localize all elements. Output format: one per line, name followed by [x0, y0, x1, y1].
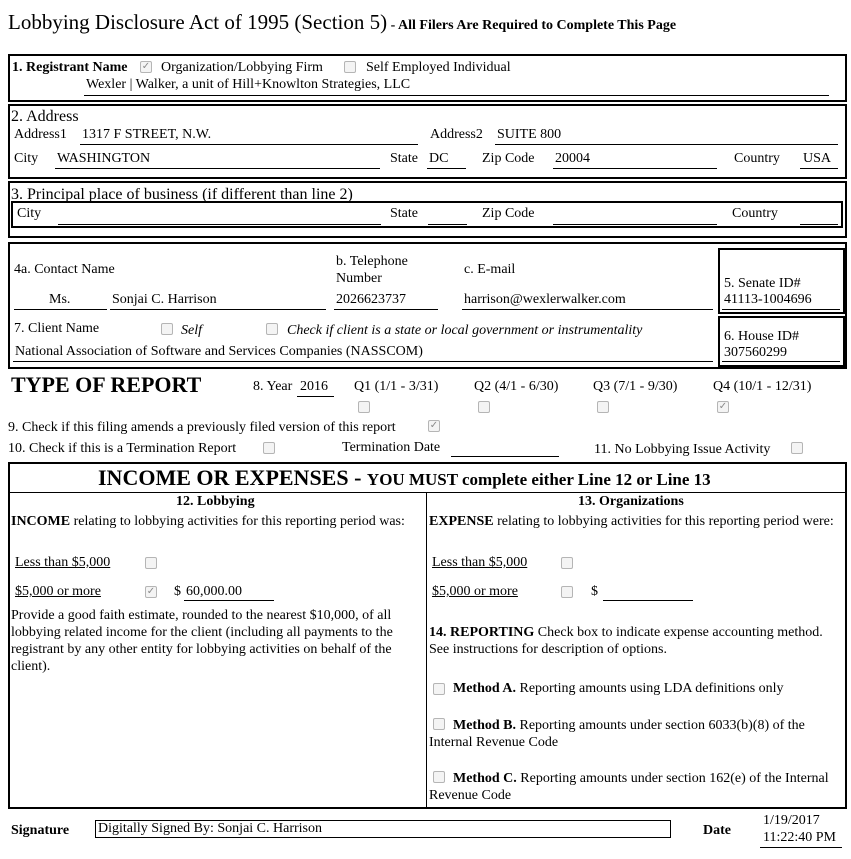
principal-city-label: City [17, 206, 42, 221]
country-label: Country [734, 151, 780, 166]
year-label: 8. Year [253, 379, 293, 394]
type-of-report-heading: TYPE OF REPORT [11, 372, 202, 397]
state-label: State [390, 151, 418, 166]
registrant-name: Wexler | Walker, a unit of Hill+Knowlton Strategies, LLC [86, 77, 411, 92]
zip-line [553, 168, 717, 169]
phone-label-2: Number [336, 271, 382, 286]
address1-value: 1317 F STREET, N.W. [82, 127, 212, 142]
expense-intro [429, 513, 844, 530]
phone-line [334, 309, 438, 310]
q3-label: Q3 (7/1 - 9/30) [593, 379, 678, 394]
senate-id-label: 5. Senate ID# [724, 276, 801, 291]
client-self-checkbox[interactable] [161, 323, 173, 335]
time-value: 11:22:40 PM [763, 830, 836, 845]
contact-name-label: 4a. Contact Name [14, 262, 115, 277]
country-line [800, 168, 838, 169]
method-a-title: Method A. [453, 681, 516, 696]
method-a-checkbox[interactable] [433, 683, 445, 695]
termination-date-label: Termination Date [342, 440, 441, 455]
method-c-text: Reporting amounts under section 162(e) of the Internal Revenue Code [429, 771, 829, 803]
amend-label: 9. Check if this filing amends a previously filed version of this report [8, 420, 396, 435]
org-label: Organization/Lobbying Firm [161, 60, 323, 75]
method-b-text: Reporting amounts under section 6033(b)(8) of the Internal Revenue Code [429, 718, 805, 750]
method-b-title: Method B. [453, 718, 516, 733]
principal-country-label: Country [732, 206, 778, 221]
org-checkbox[interactable]: ✓ [141, 61, 151, 72]
senate-id-line [722, 309, 840, 310]
income-dollar-sign: $ [174, 584, 181, 599]
expense-less-checkbox[interactable] [561, 557, 573, 569]
reporting-desc: Check box to indicate expense accounting method. See instructions for description of options. [429, 625, 823, 657]
date-label: Date [703, 823, 731, 838]
client-state-checkbox[interactable] [266, 323, 278, 335]
no-activity-checkbox[interactable] [791, 442, 803, 454]
q1-label: Q1 (1/1 - 3/31) [354, 379, 439, 394]
page-title [8, 10, 676, 35]
country-value: USA [803, 151, 832, 166]
phone-value: 2026623737 [336, 292, 406, 307]
email-line [462, 309, 713, 310]
self-employed-checkbox[interactable] [344, 61, 356, 73]
city-label: City [14, 151, 39, 166]
form-title: Lobbying Disclosure Act of 1995 (Section 5) [8, 10, 388, 34]
contact-name-line [110, 309, 326, 310]
income-less-label: Less than $5,000 [15, 555, 111, 570]
contact-prefix-line [14, 309, 107, 310]
method-a [453, 681, 784, 697]
expense-dollar-sign: $ [591, 584, 598, 599]
amend-checkbox[interactable]: ✓ [429, 420, 439, 431]
signature-value: Digitally Signed By: Sonjai C. Harrison [98, 821, 322, 836]
income-more-label: $5,000 or more [15, 584, 101, 599]
income-intro [11, 513, 423, 530]
income-less-checkbox[interactable] [145, 557, 157, 569]
expense-more-label: $5,000 or more [432, 584, 518, 599]
expense-less-label: Less than $5,000 [432, 555, 528, 570]
expense-word: EXPENSE [429, 514, 494, 529]
address1-line [80, 144, 418, 145]
senate-id-value: 41113-1004696 [724, 292, 812, 307]
client-name-line [13, 361, 713, 362]
city-line [55, 168, 380, 169]
principal-zip-line [553, 224, 717, 225]
address-label: 2. Address [11, 108, 79, 125]
termination-checkbox[interactable] [263, 442, 275, 454]
year-value: 2016 [300, 379, 328, 394]
q4-checkbox[interactable]: ✓ [718, 401, 728, 412]
signature-field[interactable] [95, 820, 671, 838]
q2-label: Q2 (4/1 - 6/30) [474, 379, 559, 394]
termination-date-line [451, 456, 559, 457]
principal-city-line [58, 224, 381, 225]
termination-label: 10. Check if this is a Termination Report [8, 441, 237, 456]
address2-line [495, 144, 838, 145]
date-value: 1/19/2017 [763, 813, 820, 828]
income-intro-text: relating to lobbying activities for this reporting period was: [70, 514, 405, 529]
income-word: INCOME [11, 514, 71, 529]
phone-label-1: b. Telephone [336, 254, 408, 269]
q2-checkbox[interactable] [478, 401, 490, 413]
expense-intro-text: relating to lobbying activities for this reporting period were: [493, 514, 834, 529]
address1-label: Address1 [14, 127, 67, 142]
year-line [297, 396, 334, 397]
principal-label: 3. Principal place of business (if different than line 2) [11, 186, 353, 203]
q1-checkbox[interactable] [358, 401, 370, 413]
registrant-label: 1. Registrant Name [12, 60, 128, 75]
income-heading-big: INCOME OR EXPENSES - [98, 465, 367, 490]
signature-label: Signature [11, 823, 70, 838]
reporting-text [429, 624, 844, 658]
form-subtitle: - All Filers Are Required to Complete This Page [387, 18, 677, 33]
method-b [429, 717, 844, 751]
income-divider-h [8, 492, 847, 493]
method-c [429, 770, 844, 804]
income-amount: 60,000.00 [186, 584, 242, 599]
lobbying-title: 12. Lobbying [176, 494, 255, 509]
date-line [760, 847, 842, 848]
house-id-label: 6. House ID# [724, 329, 800, 344]
income-heading [98, 465, 711, 491]
organizations-title: 13. Organizations [578, 494, 684, 509]
state-value: DC [429, 151, 449, 166]
client-self-label: Self [181, 323, 202, 338]
income-more-checkbox[interactable]: ✓ [146, 586, 156, 597]
house-id-value: 307560299 [724, 345, 787, 360]
client-name-label: 7. Client Name [14, 321, 100, 336]
income-amount-line [184, 600, 274, 601]
expense-more-checkbox[interactable] [561, 586, 573, 598]
email-label: c. E-mail [464, 262, 516, 277]
income-divider-v [426, 492, 427, 809]
income-estimate-text: Provide a good faith estimate, rounded to the nearest $10,000, of all lobbying related income for the client (including all payments to the registrant by any other entity for lobbying activities on behalf of the client). [11, 608, 393, 674]
address2-value: SUITE 800 [497, 127, 562, 142]
principal-state-line [428, 224, 467, 225]
method-a-text: Reporting amounts using LDA definitions only [516, 681, 784, 696]
house-id-line [722, 361, 840, 362]
reporting-title: 14. REPORTING [429, 625, 535, 640]
state-line [427, 168, 466, 169]
no-activity-label: 11. No Lobbying Issue Activity [594, 442, 771, 457]
address2-label: Address2 [430, 127, 483, 142]
zip-value: 20004 [555, 151, 590, 166]
client-state-label: Check if client is a state or local government or instrumentality [287, 323, 643, 338]
registrant-name-line [84, 95, 829, 96]
email-value: harrison@wexlerwalker.com [464, 292, 626, 307]
principal-zip-label: Zip Code [482, 206, 535, 221]
contact-prefix: Ms. [49, 292, 71, 307]
client-name: National Association of Software and Services Companies (NASSCOM) [15, 344, 423, 359]
city-value: WASHINGTON [57, 151, 151, 166]
principal-country-line [800, 224, 838, 225]
zip-label: Zip Code [482, 151, 535, 166]
expense-amount-line [603, 600, 693, 601]
principal-state-label: State [390, 206, 418, 221]
self-employed-label: Self Employed Individual [366, 60, 511, 75]
income-heading-small: YOU MUST complete either Line 12 or Line 13 [366, 470, 711, 489]
contact-name: Sonjai C. Harrison [112, 292, 217, 307]
q3-checkbox[interactable] [597, 401, 609, 413]
method-c-title: Method C. [453, 771, 517, 786]
q4-label: Q4 (10/1 - 12/31) [713, 379, 812, 394]
